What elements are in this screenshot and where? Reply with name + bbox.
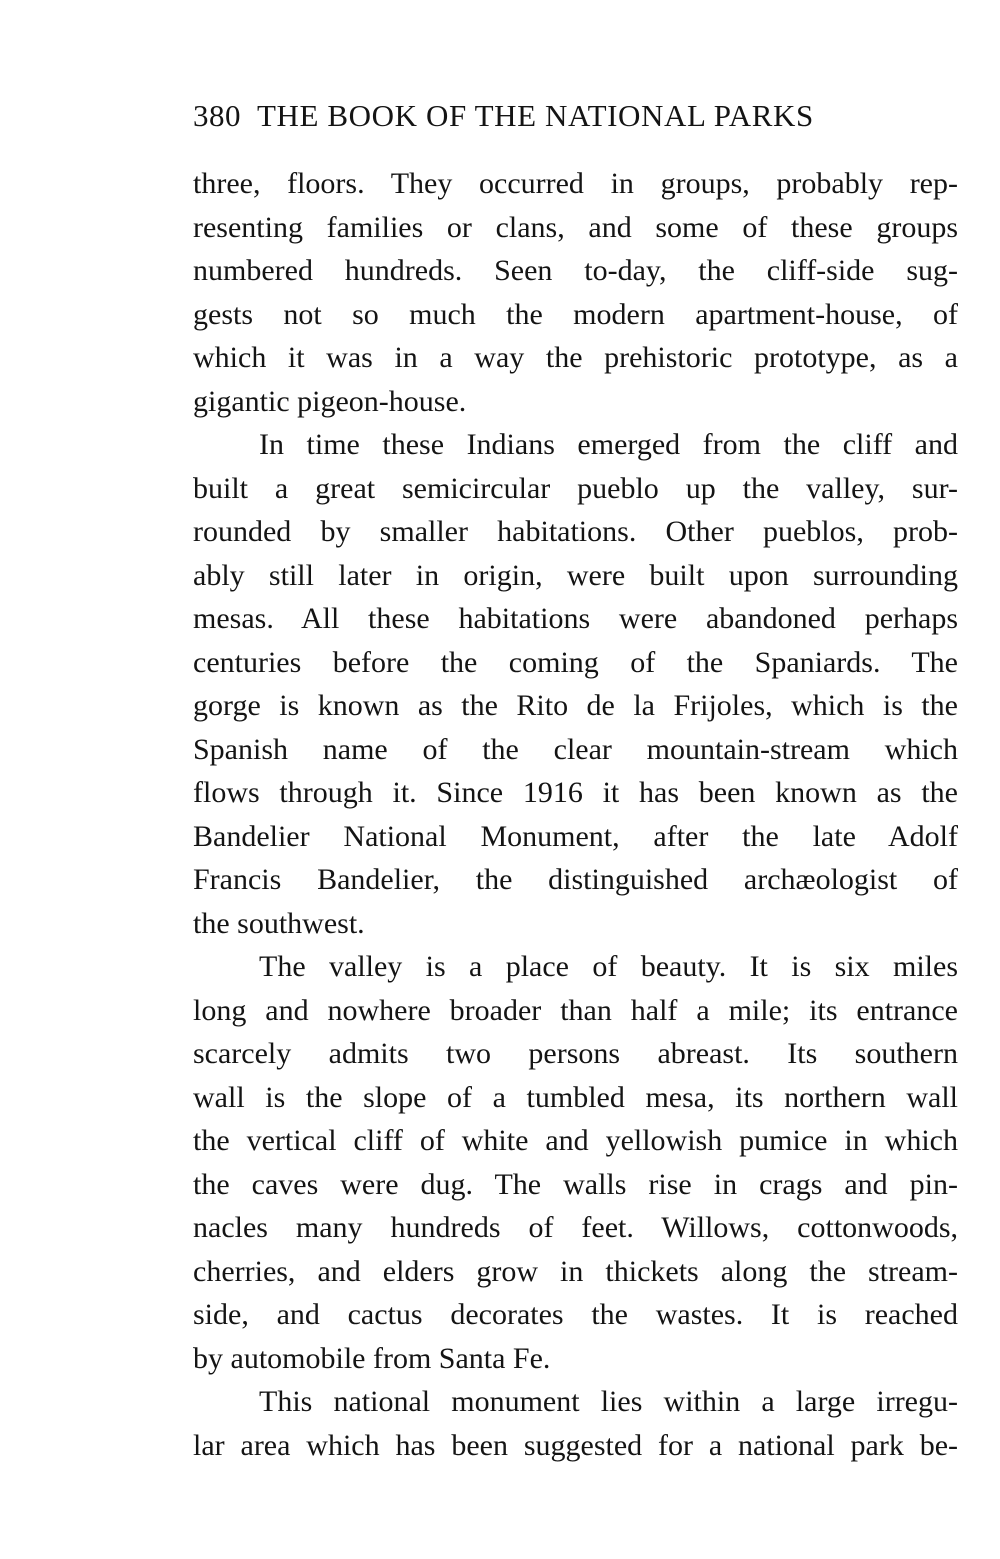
text-line: This national monument lies within a large irregu- <box>259 1385 958 1418</box>
text-line: resenting families or clans, and some of these groups <box>193 210 958 244</box>
text-line: built a great semicircular pueblo up the valley, sur- <box>193 471 958 505</box>
paragraph-1 <box>193 162 958 423</box>
text-line: which it was in a way the prehistoric prototype, as a <box>193 341 958 374</box>
text-line: Francis Bandelier, the distinguished archæologist of <box>193 863 958 896</box>
text-line: The valley is a place of beauty. It is six miles <box>259 950 958 983</box>
page-number: 380 <box>193 98 241 133</box>
text-line: the southwest. <box>193 906 365 940</box>
body-text <box>193 162 958 1467</box>
text-line: Spanish name of the clear mountain-stream which <box>193 732 958 766</box>
text-line: ably still later in origin, were built upon surrounding <box>193 558 958 592</box>
text-line: numbered hundreds. Seen to-day, the cliff-side sug- <box>193 254 958 287</box>
paragraph-2 <box>193 423 958 945</box>
text-line: centuries before the coming of the Spaniards. The <box>193 645 958 679</box>
text-line: wall is the slope of a tumbled mesa, its northern wall <box>193 1080 958 1114</box>
text-line: long and nowhere broader than half a mile; its entrance <box>193 993 958 1027</box>
text-line: cherries, and elders grow in thickets along the stream- <box>193 1254 958 1288</box>
text-line: gorge is known as the Rito de la Frijoles, which is the <box>193 689 958 722</box>
text-line: gests not so much the modern apartment-house, of <box>193 297 958 331</box>
text-line: by automobile from Santa Fe. <box>193 1341 551 1375</box>
paragraph-3 <box>193 945 958 1380</box>
text-line: the caves were dug. The walls rise in crags and pin- <box>193 1167 958 1201</box>
text-line: gigantic pigeon-house. <box>193 384 467 418</box>
book-page <box>193 98 958 1467</box>
running-head <box>193 98 958 150</box>
text-line: three, floors. They occurred in groups, probably rep- <box>193 167 958 200</box>
text-line: flows through it. Since 1916 it has been known as the <box>193 776 958 809</box>
text-line: Bandelier National Monument, after the late Adolf <box>193 819 958 853</box>
running-title: THE BOOK OF THE NATIONAL PARKS <box>257 98 814 133</box>
text-line: scarcely admits two persons abreast. Its southern <box>193 1037 958 1070</box>
text-line: the vertical cliff of white and yellowish pumice in which <box>193 1124 958 1157</box>
text-line: nacles many hundreds of feet. Willows, cottonwoods, <box>193 1211 958 1244</box>
text-line: rounded by smaller habitations. Other pueblos, prob- <box>193 515 958 548</box>
text-line: mesas. All these habitations were abandoned perhaps <box>193 602 958 635</box>
text-line: lar area which has been suggested for a national park be- <box>193 1428 958 1462</box>
text-line: In time these Indians emerged from the cliff and <box>259 428 958 461</box>
paragraph-4 <box>193 1380 958 1467</box>
text-line: side, and cactus decorates the wastes. It is reached <box>193 1298 958 1331</box>
